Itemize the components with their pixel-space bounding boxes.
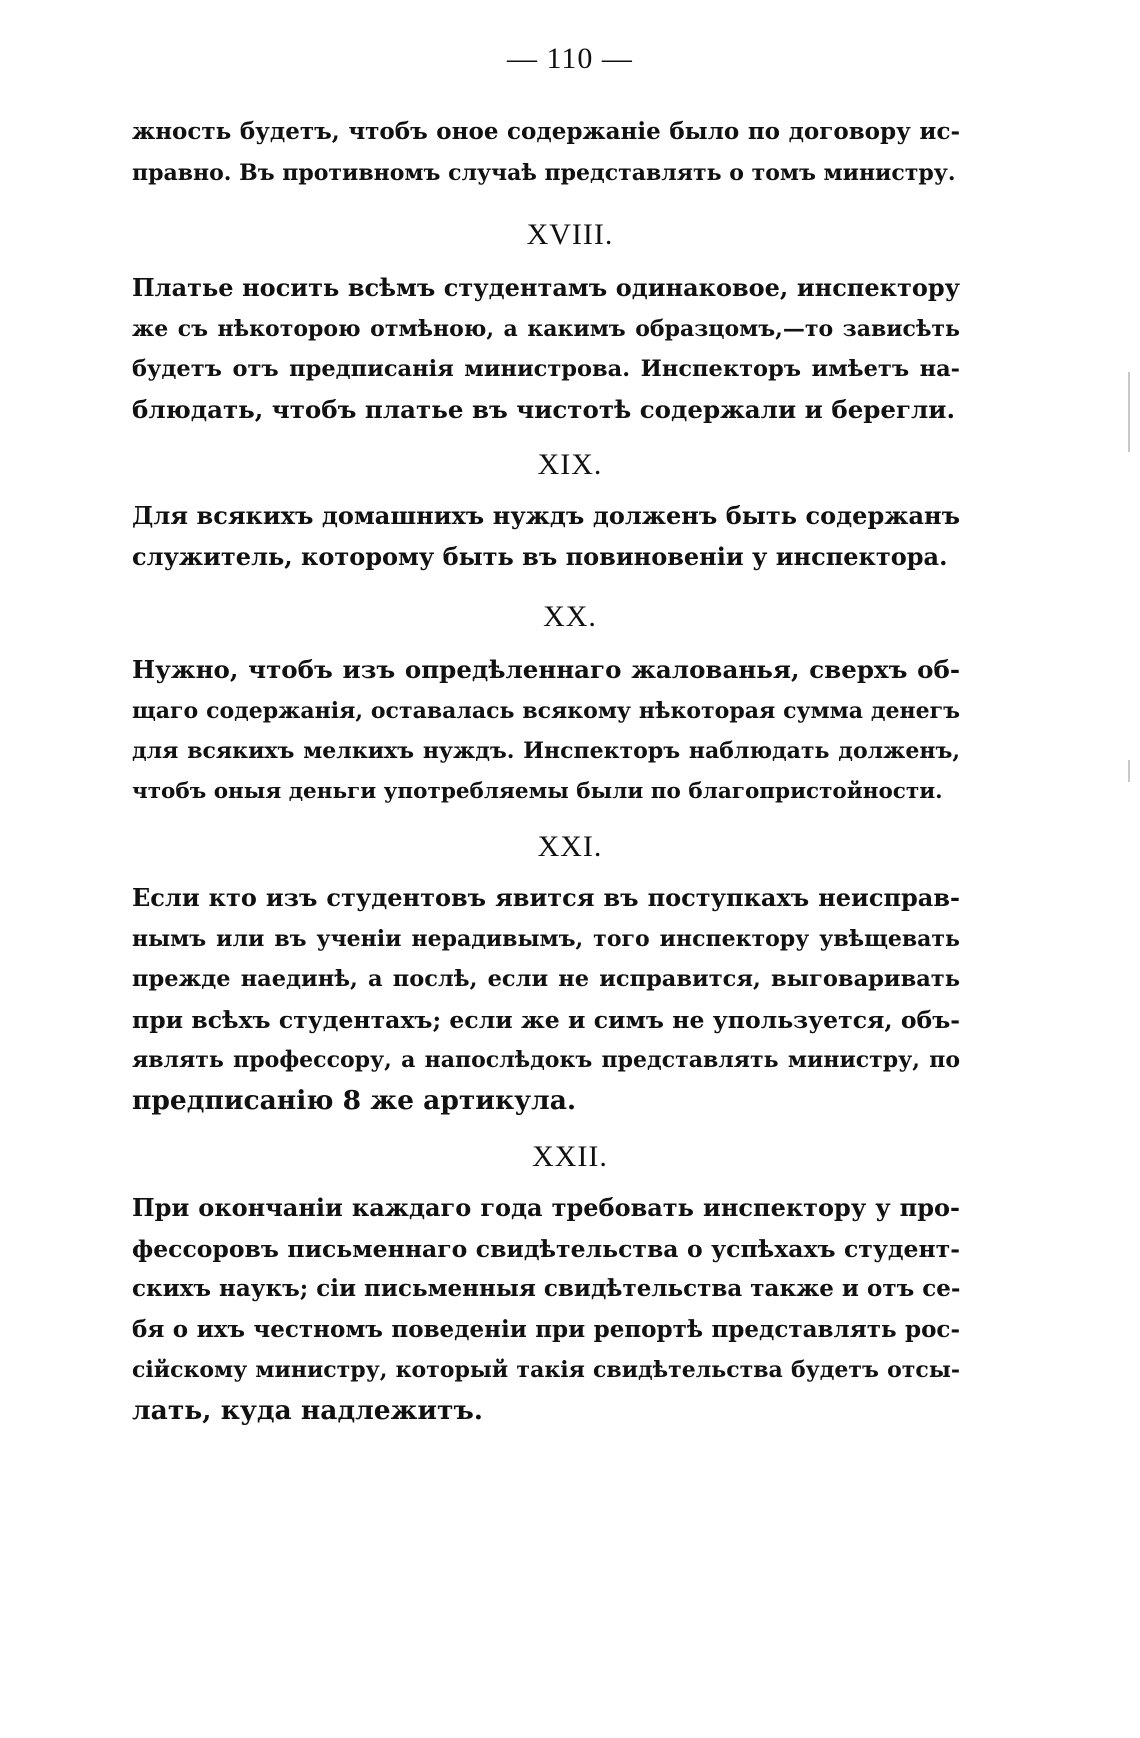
text-line: сійскому министру, который такія свидѣтельства будетъ отсы- bbox=[132, 1357, 960, 1383]
text-line: нымъ или въ ученіи нерадивымъ, того инспектору увѣщевать bbox=[132, 925, 960, 952]
section-heading-xx: XX. bbox=[543, 600, 597, 633]
text-line: Для всякихъ домашнихъ нуждъ долженъ быть содержанъ bbox=[132, 501, 960, 530]
section-paragraph-xix bbox=[132, 496, 960, 577]
text-line: чтобъ оныя деньги употребляемы были по благопристойности. bbox=[132, 778, 943, 804]
text-line: При окончаніи каждаго года требовать инспектору у про- bbox=[132, 1193, 960, 1222]
text-line: предписанію 8 же артикула. bbox=[132, 1084, 577, 1116]
section-heading-xxii: XXII. bbox=[532, 1140, 608, 1173]
text-line: скихъ наукъ; сіи письменныя свидѣтельства также и отъ се- bbox=[132, 1275, 961, 1302]
section-paragraph-xx bbox=[132, 650, 960, 812]
scan-edge-mark bbox=[1128, 372, 1130, 452]
text-line: Нужно, чтобъ изъ опредѣленнаго жалованья, сверхъ об- bbox=[132, 655, 960, 684]
text-line: фессоровъ письменнаго свидѣтельства о успѣхахъ студент- bbox=[132, 1234, 960, 1263]
text-line: щаго содержанія, оставалась всякому нѣкоторая сумма денегъ bbox=[132, 697, 960, 724]
text-line: будетъ отъ предписанія министрова. Инспекторъ имѣетъ на- bbox=[132, 356, 960, 382]
section-paragraph-xxii bbox=[132, 1188, 960, 1431]
section-paragraph-xxi bbox=[132, 878, 960, 1121]
text-line: жность будетъ, чтобъ оное содержаніе было по договору ис- bbox=[132, 118, 960, 145]
text-line: Платье носить всѣмъ студентамъ одинаковое, инспектору bbox=[132, 273, 960, 302]
text-line: лать, куда надлежитъ. bbox=[132, 1394, 484, 1426]
section-heading-xxi: XXI. bbox=[537, 830, 603, 863]
text-line: для всякихъ мелкихъ нуждъ. Инспекторъ наблюдать долженъ, bbox=[132, 738, 960, 764]
text-line: при всѣхъ студентахъ; если же и симъ не упользуется, объ- bbox=[132, 1005, 960, 1034]
text-line: Если кто изъ студентовъ явится въ поступкахъ неисправ- bbox=[132, 883, 960, 912]
section-paragraph-xviii bbox=[132, 268, 960, 430]
text-line: блюдать, чтобъ платье въ чистотѣ содержали и берегли. bbox=[132, 394, 955, 424]
text-line: бя о ихъ честномъ поведеніи при репортѣ представлять рос- bbox=[132, 1315, 960, 1343]
page-number: — 110 — bbox=[507, 42, 633, 75]
section-heading-xix: XIX. bbox=[537, 448, 603, 481]
text-line: служитель, которому быть въ повиновеніи у инспектора. bbox=[132, 541, 948, 571]
text-line: правно. Въ противномъ случаѣ представлять о томъ министру. bbox=[132, 159, 956, 186]
text-line: же съ нѣкоторою отмѣною, а какимъ образцомъ,—то зависѣть bbox=[132, 315, 960, 342]
continuation-paragraph bbox=[132, 112, 960, 193]
section-heading-xviii: XVIII. bbox=[526, 218, 614, 251]
scan-edge-mark bbox=[1128, 760, 1130, 782]
text-line: прежде наединѣ, а послѣ, если не исправится, выговаривать bbox=[132, 966, 960, 992]
text-line: являть профессору, а напослѣдокъ представлять министру, по bbox=[132, 1047, 960, 1073]
